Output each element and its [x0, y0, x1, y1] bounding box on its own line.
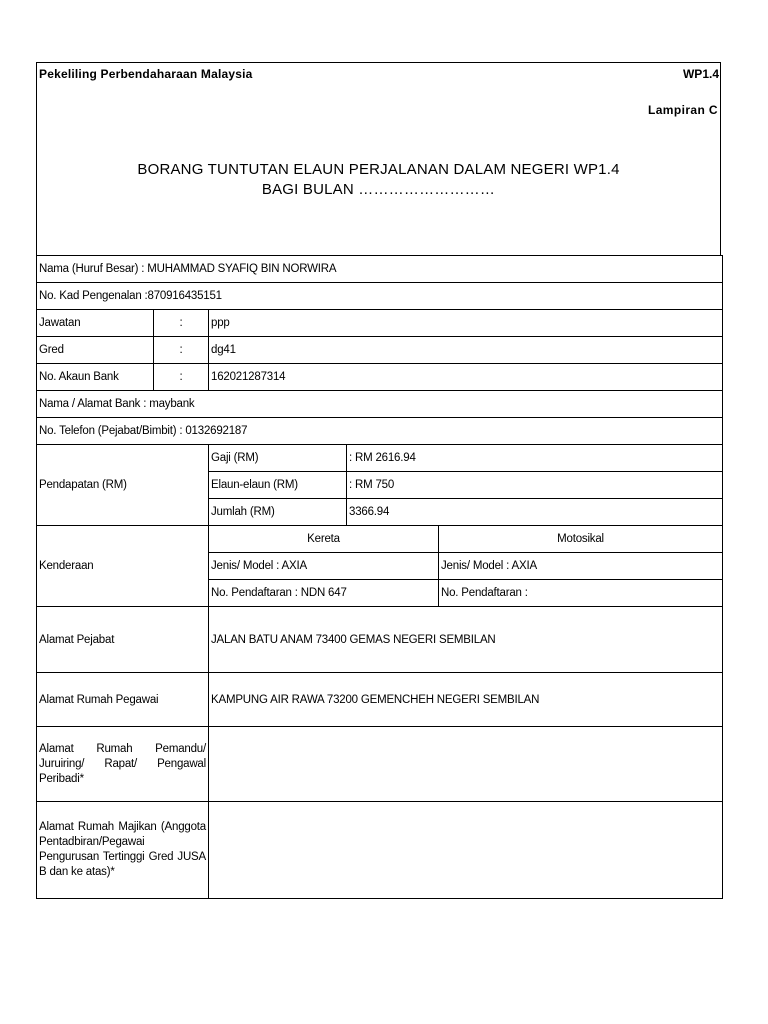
form-header — [36, 62, 721, 85]
row-telefon — [37, 418, 723, 445]
kereta-header: Kereta — [209, 526, 439, 553]
pendapatan-label: Pendapatan (RM) — [37, 445, 209, 526]
gred-colon: : — [154, 337, 209, 364]
form-code: WP1.4 — [682, 67, 719, 81]
field-telefon: No. Telefon (Pejabat/Bimbit) : 0132692187 — [37, 418, 723, 445]
akaun-colon: : — [154, 364, 209, 391]
alamat-rumah-value: KAMPUNG AIR RAWA 73200 GEMENCHEH NEGERI SEMBILAN — [209, 673, 723, 727]
gred-label: Gred — [37, 337, 154, 364]
jawatan-value: ppp — [209, 310, 723, 337]
appendix-label: Lampiran C — [647, 103, 718, 117]
row-kad — [37, 283, 723, 310]
row-alamat-pemandu — [37, 727, 723, 802]
jumlah-value: 3366.94 — [347, 499, 723, 526]
field-kad-pengenalan: No. Kad Pengenalan :870916435151 — [37, 283, 723, 310]
form-month: BAGI BULAN ……………………… — [261, 181, 496, 198]
row-alamat-majikan — [37, 802, 723, 899]
claim-form — [36, 62, 721, 899]
akaun-value: 162021287314 — [209, 364, 723, 391]
row-jawatan — [37, 310, 723, 337]
form-title: BORANG TUNTUTAN ELAUN PERJALANAN DALAM NEGERI WP1.4 — [137, 161, 620, 178]
motosikal-model: Jenis/ Model : AXIA — [439, 553, 723, 580]
row-alamat-pejabat — [37, 607, 723, 673]
row-alamat-rumah — [37, 673, 723, 727]
alamat-pejabat-label: Alamat Pejabat — [37, 607, 209, 673]
gaji-value: : RM 2616.94 — [347, 445, 723, 472]
row-akaun — [37, 364, 723, 391]
alamat-majikan-value — [209, 802, 723, 899]
title-box — [36, 85, 721, 256]
elaun-value: : RM 750 — [347, 472, 723, 499]
jumlah-label: Jumlah (RM) — [209, 499, 347, 526]
gred-value: dg41 — [209, 337, 723, 364]
kereta-daftar: No. Pendaftaran : NDN 647 — [209, 580, 439, 607]
row-kenderaan-header — [37, 526, 723, 553]
row-gaji — [37, 445, 723, 472]
kereta-model: Jenis/ Model : AXIA — [209, 553, 439, 580]
row-bank — [37, 391, 723, 418]
motosikal-header: Motosikal — [439, 526, 723, 553]
elaun-label: Elaun-elaun (RM) — [209, 472, 347, 499]
circular-title: Pekeliling Perbendaharaan Malaysia — [39, 67, 253, 81]
field-bank: Nama / Alamat Bank : maybank — [37, 391, 723, 418]
alamat-pemandu-value — [209, 727, 723, 802]
alamat-majikan-label: Alamat Rumah Majikan (Anggota Pentadbiran/Pegawai Pengurusan Tertinggi Gred JUSA B dan ke atas)* — [37, 802, 209, 899]
akaun-label: No. Akaun Bank — [37, 364, 154, 391]
alamat-pejabat-value: JALAN BATU ANAM 73400 GEMAS NEGERI SEMBILAN — [209, 607, 723, 673]
form-table — [36, 255, 723, 899]
gaji-label: Gaji (RM) — [209, 445, 347, 472]
motosikal-daftar: No. Pendaftaran : — [439, 580, 723, 607]
field-nama: Nama (Huruf Besar) : MUHAMMAD SYAFIQ BIN NORWIRA — [37, 256, 723, 283]
alamat-pemandu-label: Alamat Rumah Pemandu/ Juruiring/ Rapat/ Pengawal Peribadi* — [37, 727, 209, 802]
row-nama — [37, 256, 723, 283]
row-gred — [37, 337, 723, 364]
jawatan-label: Jawatan — [37, 310, 154, 337]
kenderaan-label: Kenderaan — [37, 526, 209, 607]
alamat-rumah-label: Alamat Rumah Pegawai — [37, 673, 209, 727]
jawatan-colon: : — [154, 310, 209, 337]
